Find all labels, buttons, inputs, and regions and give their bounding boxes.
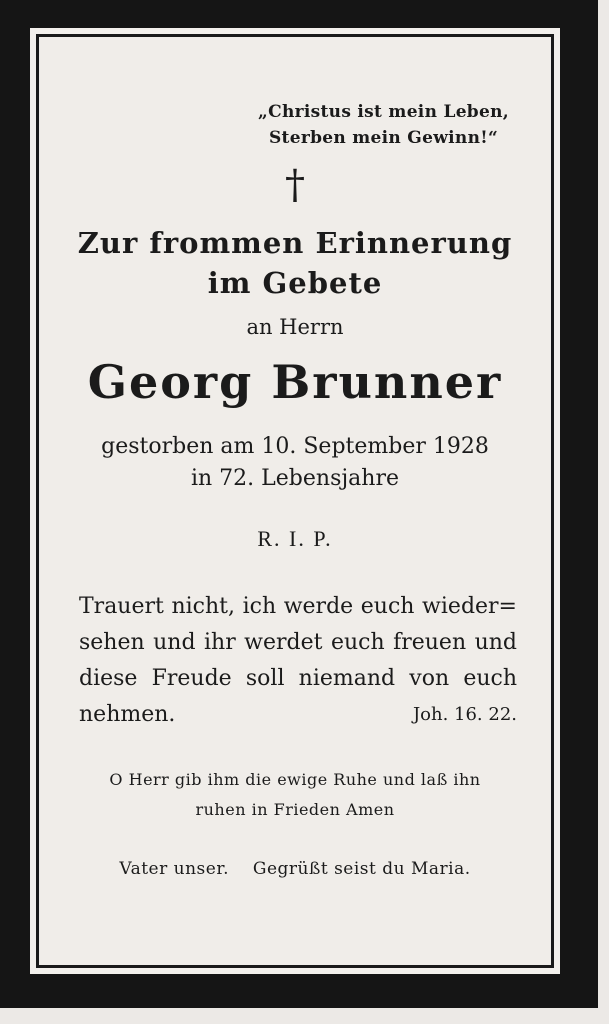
closing-prayers	[39, 855, 551, 883]
motto-line-2: Sterben mein Gewinn!“	[268, 128, 499, 148]
scan-background-right	[598, 0, 609, 1024]
closing-our-father: Vater unser.	[119, 859, 229, 879]
prayer-line-2: ruhen in Frieden Amen	[195, 800, 395, 819]
scripture-verse	[79, 589, 517, 733]
rip-text: R. I. P.	[257, 526, 333, 551]
death-date-line: gestorben am 10. September 1928	[101, 434, 489, 459]
prayer-line-1: O Herr gib ihm die ewige Ruhe und laß ihn	[109, 770, 481, 789]
motto-quote	[258, 99, 509, 151]
death-info	[39, 431, 551, 495]
verse-line-4: nehmen.	[79, 702, 176, 727]
prayer-text	[39, 765, 551, 825]
addressee-prefix: an Herrn	[246, 315, 344, 339]
frame-border-rule	[36, 34, 554, 968]
card-content	[39, 37, 551, 965]
heading-line-1: Zur frommen Erinnerung	[77, 226, 513, 260]
closing-hail-mary: Gegrüßt seist du Maria.	[252, 859, 471, 879]
verse-line-2: sehen und ihr werdet euch freuen und	[79, 630, 517, 655]
motto-line-1: „Christus ist mein Leben,	[258, 102, 509, 122]
heading-line-2: im Gebete	[207, 266, 383, 300]
card-frame	[30, 28, 560, 974]
scan-background-bottom	[0, 1008, 609, 1024]
verse-line-1: Trauert nicht, ich werde euch wieder=	[79, 594, 517, 619]
verse-last-line	[79, 697, 517, 733]
memorial-heading	[39, 223, 551, 303]
age-line: in 72. Lebensjahre	[190, 466, 399, 491]
deceased-name: Georg Brunner	[87, 355, 503, 409]
verse-line-3: diese Freude soll niemand von euch	[79, 666, 517, 691]
cross-icon: †	[285, 162, 305, 208]
verse-reference: Joh. 16. 22.	[412, 704, 517, 725]
